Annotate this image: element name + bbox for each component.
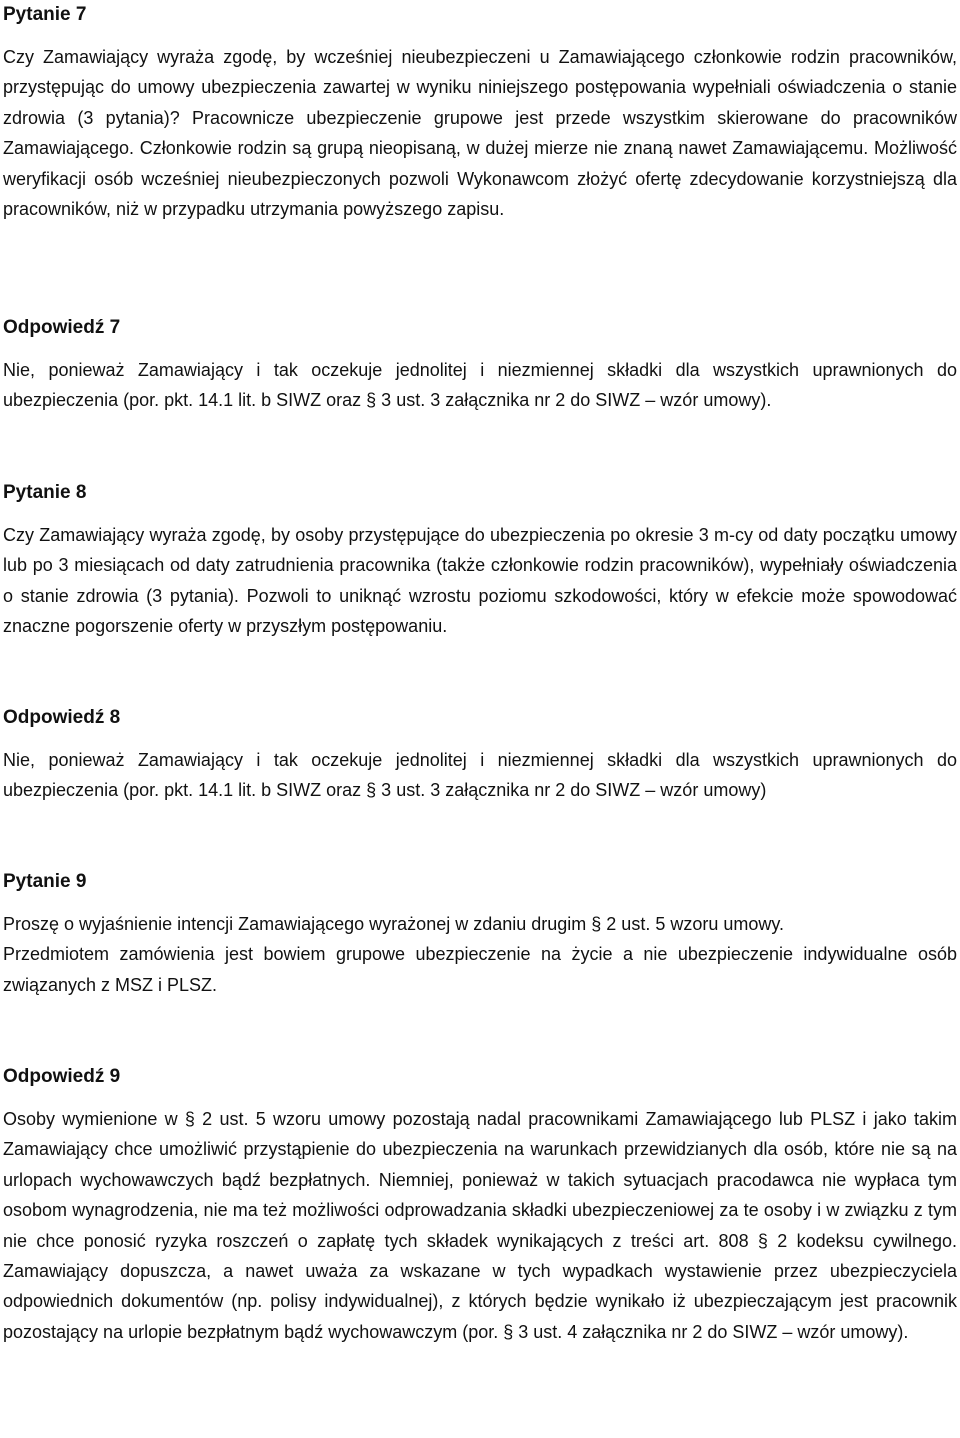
section-heading: Odpowiedź 8: [3, 707, 121, 728]
section-paragraph: Przedmiotem zamówienia jest bowiem grupowe ubezpieczenie na życie a nie ubezpieczenie indywidualne osób związanych z MSZ i PLSZ.: [3, 944, 957, 995]
section-paragraph: Osoby wymienione w § 2 ust. 5 wzoru umowy pozostają nadal pracownikami Zamawiającego lub PLSZ i jako takim Zamawiający chce umożliwić przystąpienie do ubezpieczenia na warunkach przewidzianych dla osób, które nie są na urlopach wychowawczych bądź bezpłatnych. Niemniej, ponieważ w takich sytuacjach pracodawca nie wypłaca tym osobom wynagrodzenia, nie ma też możliwości odprowadzania składki ubezpieczeniowej za te osoby i w związku z tym nie chce ponosić ryzyka roszczeń o zapłatę tych składek wynikających z treści art. 808 § 2 kodeksu cywilnego. Zamawiający dopuszcza, a nawet uważa za wskazane w tych wypadkach wystawienie przez ubezpieczyciela odpowiednich dokumentów (np. polisy indywidualnej), z których będzie wynikało iż ubezpieczającym jest pracownik pozostający na urlopie bezpłatnym bądź wychowawczym (por. § 3 ust. 4 załącznika nr 2 do SIWZ – wzór umowy).: [3, 1109, 957, 1342]
section-question-9: [3, 867, 957, 1000]
section-paragraph: Nie, ponieważ Zamawiający i tak oczekuje jednolitej i niezmiennej składki dla wszystkich uprawnionych do ubezpieczenia (por. pkt. 14.1 lit. b SIWZ oraz § 3 ust. 3 załącznika nr 2 do SIWZ – wzór umowy).: [3, 360, 957, 411]
section-heading: Pytanie 8: [3, 482, 87, 503]
section-answer-7: [3, 313, 957, 416]
section-answer-9: [3, 1062, 957, 1347]
section-paragraph: Nie, ponieważ Zamawiający i tak oczekuje jednolitej i niezmiennej składki dla wszystkich uprawnionych do ubezpieczenia (por. pkt. 14.1 lit. b SIWZ oraz § 3 ust. 3 załącznika nr 2 do SIWZ – wzór umowy): [3, 750, 957, 801]
section-answer-8: [3, 703, 957, 806]
section-heading: Odpowiedź 7: [3, 317, 121, 338]
section-question-8: [3, 478, 957, 642]
section-heading: Pytanie 9: [3, 871, 87, 892]
section-heading: Odpowiedź 9: [3, 1066, 121, 1087]
section-paragraph: Proszę o wyjaśnienie intencji Zamawiającego wyrażonej w zdaniu drugim § 2 ust. 5 wzoru umowy.: [3, 914, 785, 934]
section-paragraph: Czy Zamawiający wyraża zgodę, by wcześniej nieubezpieczeni u Zamawiającego członkowie rodzin pracowników, przystępując do umowy ubezpieczenia zawartej w wyniku niniejszego postępowania wypełniali oświadczenia o stanie zdrowia (3 pytania)? Pracownicze ubezpieczenie grupowe jest przede wszystkim skierowane do pracowników Zamawiającego. Członkowie rodzin są grupą nieopisaną, w dużej mierze nie znaną nawet Zamawiającemu. Możliwość weryfikacji osób wcześniej nieubezpieczonych pozwoli Wykonawcom złożyć ofertę zdecydowanie korzystniejszą dla pracowników, niż w przypadku utrzymania powyższego zapisu.: [3, 47, 957, 220]
section-heading: Pytanie 7: [3, 4, 87, 25]
section-question-7: [3, 0, 957, 224]
section-paragraph: Czy Zamawiający wyraża zgodę, by osoby przystępujące do ubezpieczenia po okresie 3 m-cy od daty początku umowy lub po 3 miesiącach od daty zatrudnienia pracownika (także członkowie rodzin pracowników), wypełniały oświadczenia o stanie zdrowia (3 pytania). Pozwoli to uniknąć wzrostu poziomu szkodowości, który w efekcie może spowodować znaczne pogorszenie oferty w przyszłym postępowaniu.: [3, 525, 957, 637]
